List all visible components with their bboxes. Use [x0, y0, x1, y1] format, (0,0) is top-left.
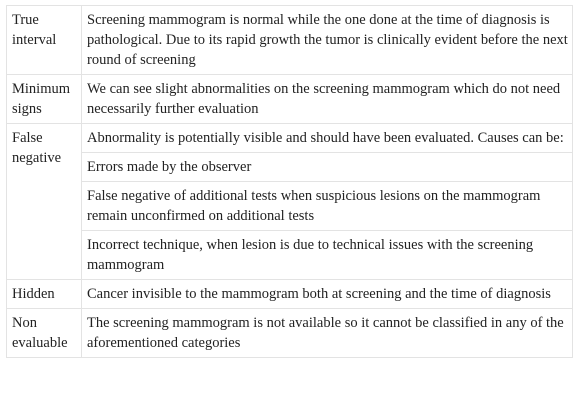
category-cell: Non evaluable	[7, 309, 82, 358]
category-cell: True interval	[7, 6, 82, 75]
table-row	[7, 231, 573, 280]
table-row	[7, 124, 573, 153]
table-row	[7, 75, 573, 124]
table-row	[7, 6, 573, 75]
table-row	[7, 309, 573, 358]
description-cell: We can see slight abnormalities on the screening mammogram which do not need necessarily further evaluation	[82, 75, 573, 124]
description-cell: Abnormality is potentially visible and should have been evaluated. Causes can be:	[82, 124, 573, 153]
category-cell: False negative	[7, 124, 82, 280]
sub-item-cell: Errors made by the observer	[82, 153, 573, 182]
category-cell: Minimum signs	[7, 75, 82, 124]
sub-item-cell: False negative of additional tests when suspicious lesions on the mammogram remain unconfirmed on additional tests	[82, 182, 573, 231]
table-row	[7, 153, 573, 182]
description-cell: Screening mammogram is normal while the one done at the time of diagnosis is pathological. Due to its rapid growth the tumor is clinically evident before the next round of screening	[82, 6, 573, 75]
table-row	[7, 280, 573, 309]
table-row	[7, 182, 573, 231]
category-cell: Hidden	[7, 280, 82, 309]
description-cell: The screening mammogram is not available so it cannot be classified in any of the aforementioned categories	[82, 309, 573, 358]
sub-item-cell: Incorrect technique, when lesion is due to technical issues with the screening mammogram	[82, 231, 573, 280]
interval-cancer-classification-table	[6, 5, 573, 358]
description-cell: Cancer invisible to the mammogram both at screening and the time of diagnosis	[82, 280, 573, 309]
